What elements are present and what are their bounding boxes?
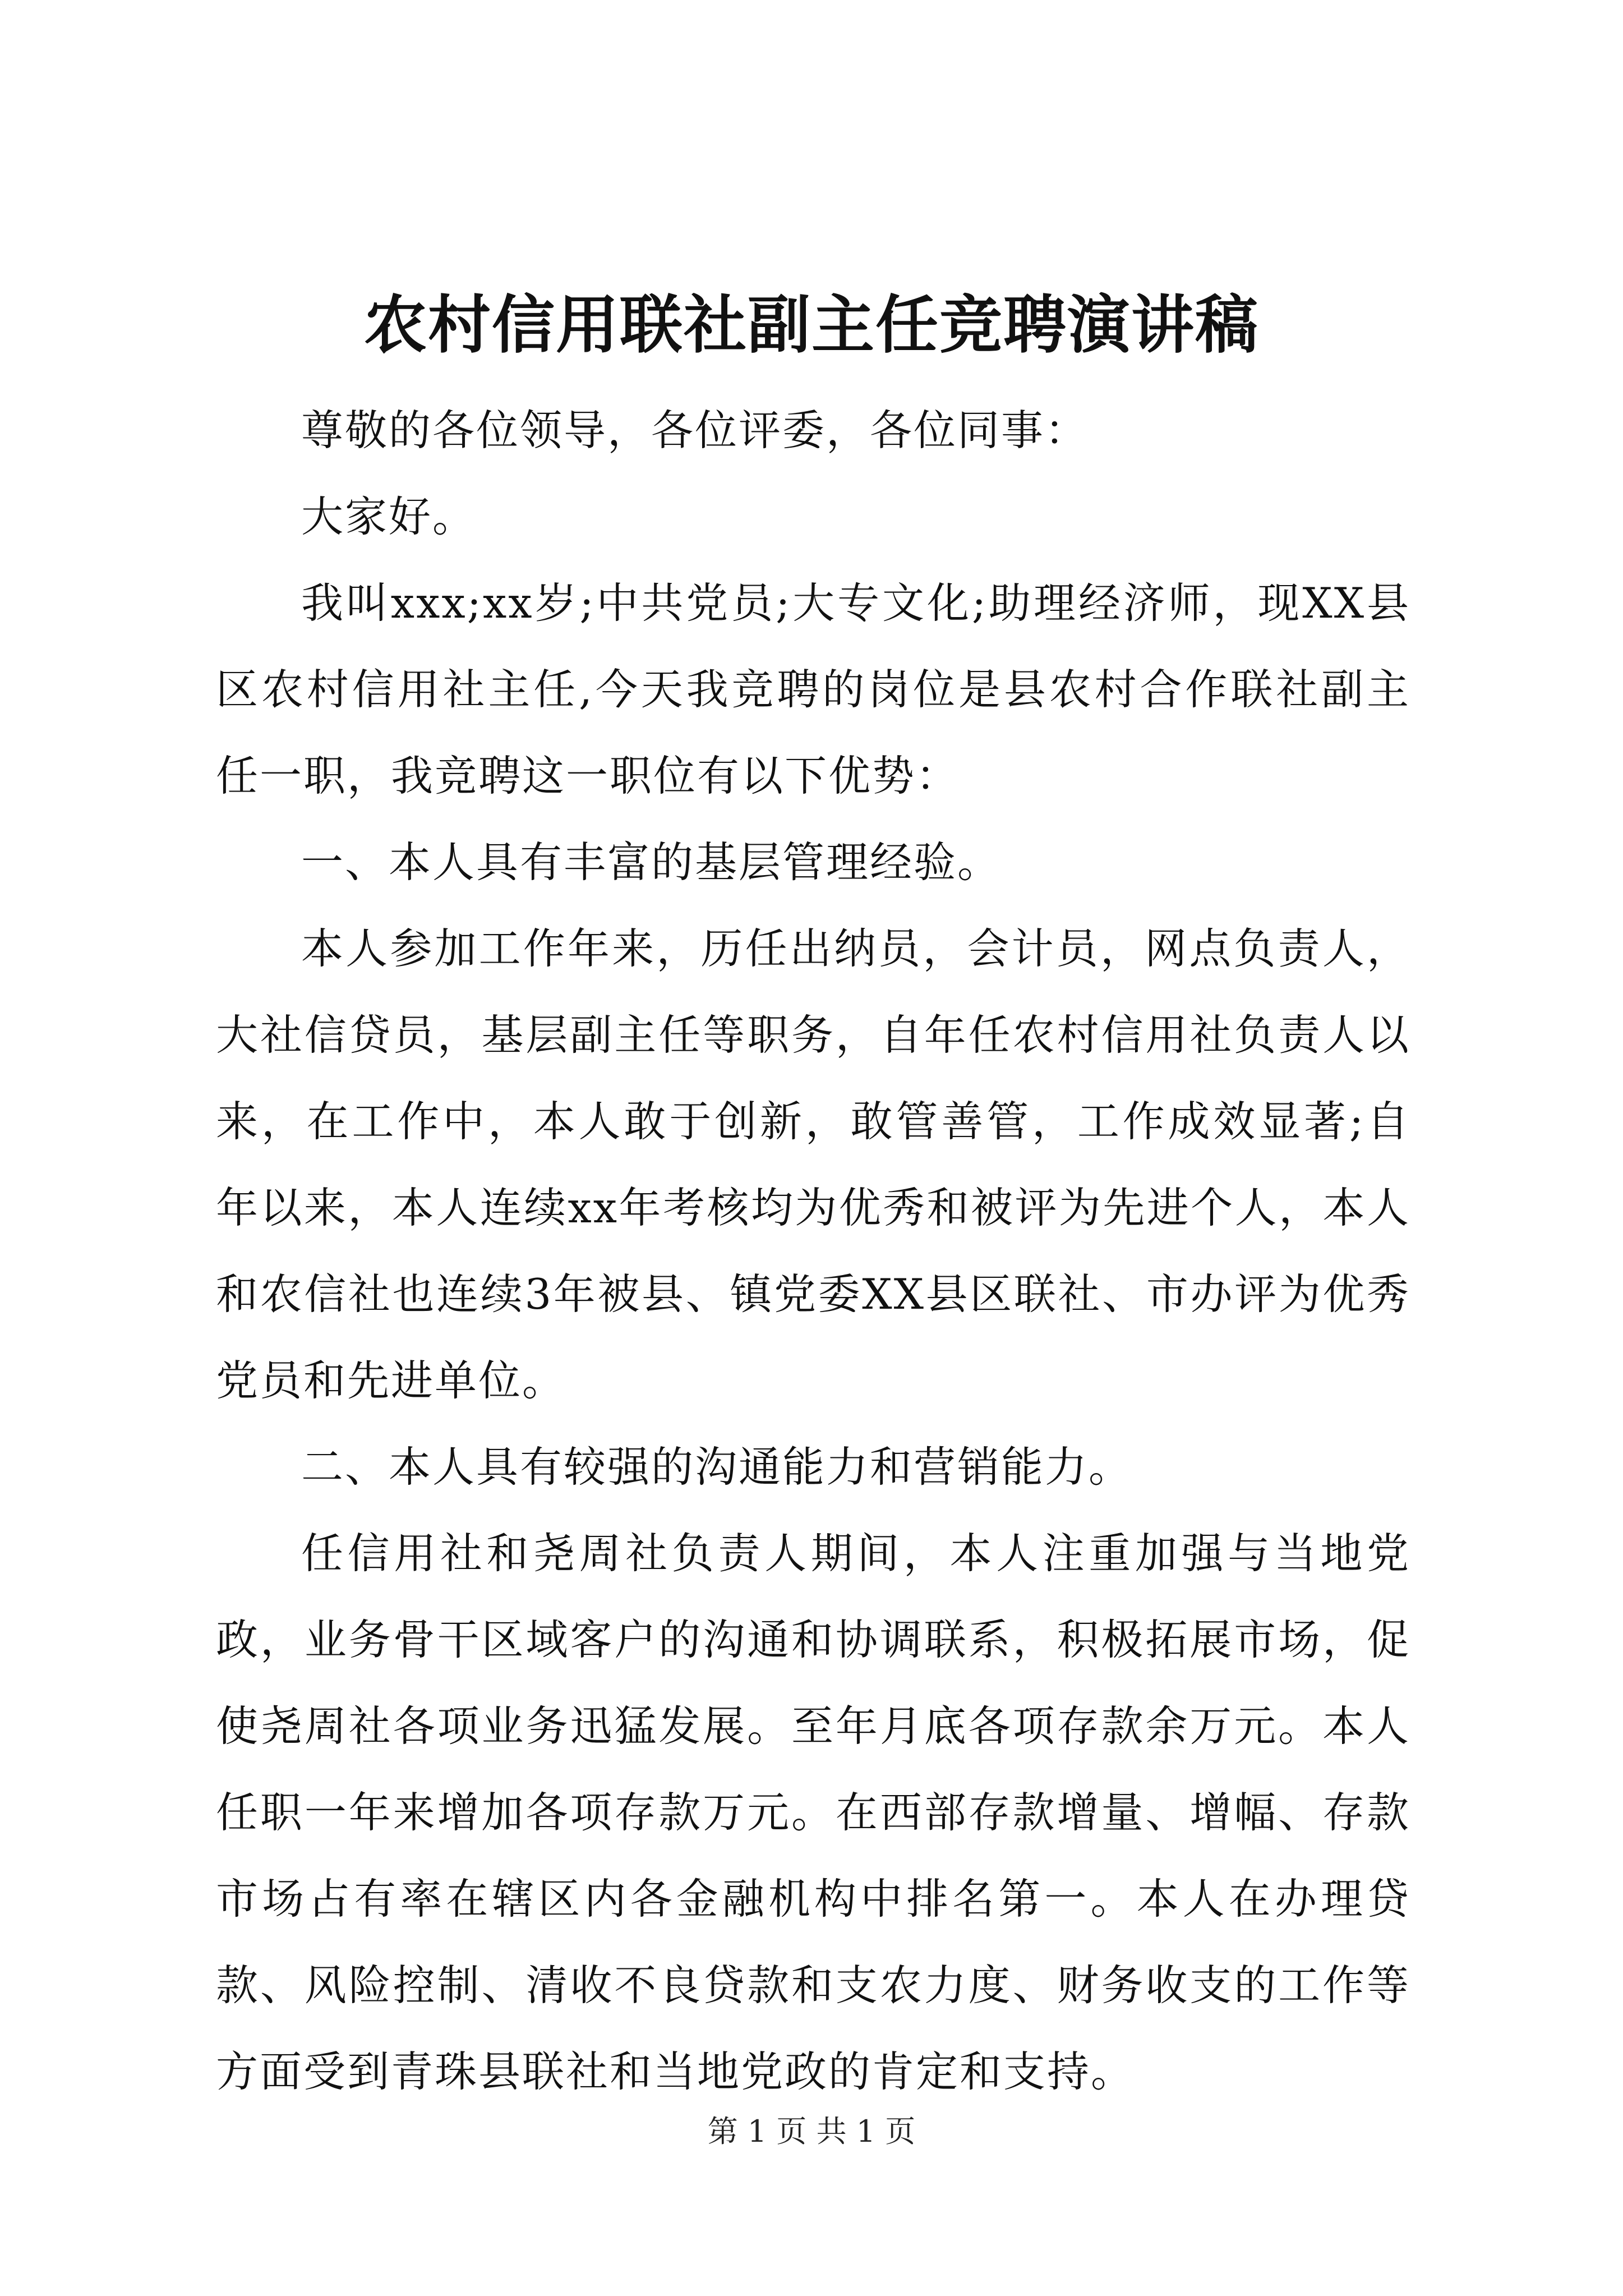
paragraph-communication: 任信用社和尧周社负责人期间，本人注重加强与当地党政，业务骨干区域客户的沟通和协调联系，积极拓展市场，促使尧周社各项业务迅猛发展。至年月底各项存款余万元。本人任职一年来增加各项存款万元。在西部存款增量、增幅、存款市场占有率在辖区内各金融机构中排名第一。本人在办理贷款、风险控制、清收不良贷款和支农力度、财务收支的工作等方面受到青珠县联社和当地党政的肯定和支持。	[216, 1529, 1410, 2096]
document-title: 农村信用联社副主任竞聘演讲稿	[364, 288, 1259, 362]
paragraph-greeting: 大家好。	[301, 492, 477, 541]
page-footer: 第 1 页 共 1 页	[707, 2114, 916, 2149]
paragraph-experience: 本人参加工作年来，历任出纳员，会计员，网点负责人，大社信贷员，基层副主任等职务，自年任农村信用社负责人以来，在工作中，本人敢于创新，敢管善管，工作成效显著;自年以来，本人连续xx年考核均为优秀和被评为先进个人，本人和农信社也连续3年被县、镇党委XX县区联社、市办评为优秀党员和先进单位。	[216, 924, 1410, 1405]
paragraph-heading-2: 二、本人具有较强的沟通能力和营销能力。	[301, 1442, 1133, 1492]
document-body	[216, 387, 1410, 2115]
paragraph-introduction: 我叫xxx;xx岁;中共党员;大专文化;助理经济师，现XX县区农村信用社主任,今天我竞聘的岗位是县农村合作联社副主任一职，我竞聘这一职位有以下优势：	[216, 578, 1410, 800]
paragraph-salutation: 尊敬的各位领导，各位评委，各位同事：	[301, 406, 1089, 455]
paragraph-heading-1: 一、本人具有丰富的基层管理经验。	[301, 838, 1002, 887]
